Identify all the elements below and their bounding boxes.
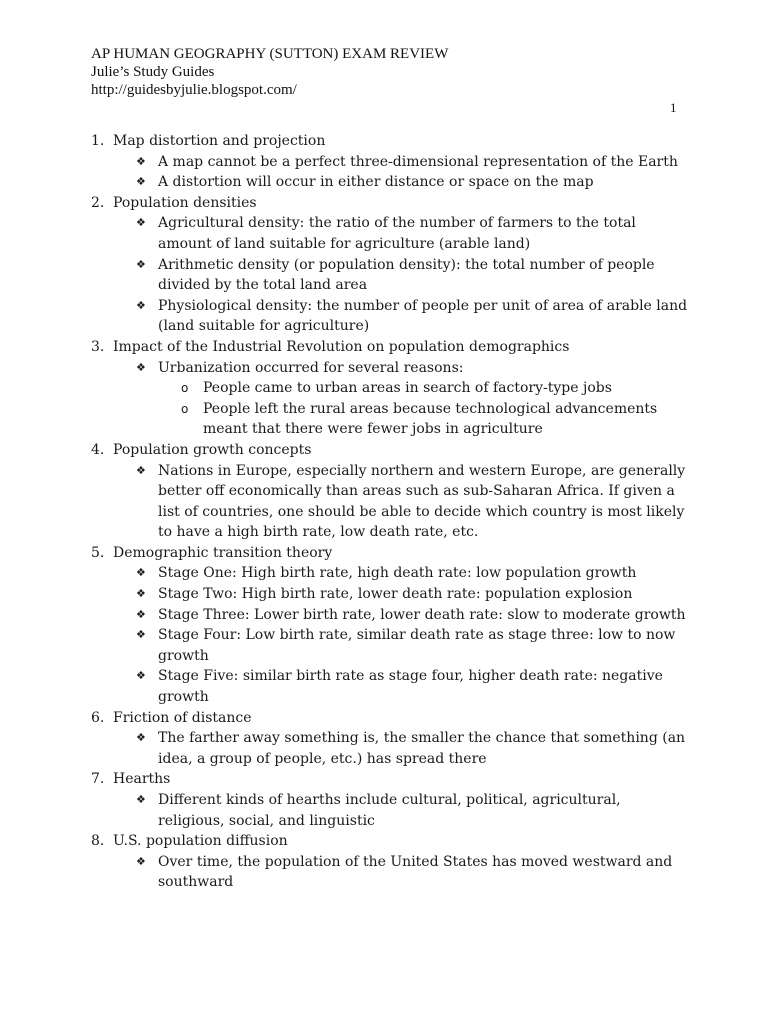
sub-bullet-text: People left the rural areas because technological advancements meant that there were fewer jobs in agriculture — [203, 400, 658, 438]
list-item-heading — [91, 131, 691, 152]
bullet-text: Stage Five: similar birth rate as stage four, higher death rate: negative growth — [158, 668, 663, 706]
list-item — [91, 193, 691, 337]
bullet-point — [136, 358, 691, 379]
bullet-point — [136, 852, 691, 893]
bullet-point — [136, 255, 691, 296]
bullet-text: Nations in Europe, especially northern and western Europe, are generally better off economically than areas such as sub-Saharan Africa. If given a list of countries, one should be able to decide which country is most likely to have a high birth rate, low death rate, etc. — [158, 462, 686, 541]
bullet-text: Urbanization occurred for several reasons: — [158, 359, 464, 376]
bullet-text: Over time, the population of the United States has moved westward and southward — [158, 853, 673, 891]
item-title: Hearths — [113, 771, 171, 788]
bullet-text: Stage Four: Low birth rate, similar death rate as stage three: low to now growth — [158, 627, 676, 664]
diamond-bullet-icon: ❖ — [136, 463, 146, 477]
item-title: Impact of the Industrial Revolution on population demographics — [113, 338, 570, 355]
list-item — [91, 769, 691, 831]
bullet-text: Stage One: High birth rate, high death rate: low population growth — [158, 565, 637, 582]
bullet-point — [136, 296, 691, 337]
blog-url: http://guidesbyjulie.blogspot.com/ — [91, 82, 297, 98]
diamond-bullet-icon: ❖ — [136, 566, 146, 580]
bullet-point — [136, 728, 691, 769]
circle-bullet-icon: o — [181, 381, 189, 396]
page-number: 1 — [670, 100, 677, 115]
list-item — [91, 337, 691, 440]
list-item — [91, 543, 691, 708]
list-item — [91, 440, 691, 543]
diamond-bullet-icon: ❖ — [136, 731, 146, 745]
item-number: 4. — [91, 441, 105, 458]
item-number: 5. — [91, 544, 105, 561]
item-title: Demographic transition theory — [113, 544, 333, 561]
diamond-bullet-icon: ❖ — [136, 216, 146, 230]
item-title: Population densities — [113, 194, 257, 211]
diamond-bullet-icon: ❖ — [136, 360, 146, 374]
item-number: 7. — [91, 771, 105, 788]
bullet-text: Different kinds of hearths include cultural, political, agricultural, religious, social, and linguistic — [158, 792, 621, 829]
diamond-bullet-icon: ❖ — [136, 607, 146, 621]
document-subtitle: Julie’s Study Guides — [91, 64, 215, 80]
bullet-text: The farther away something is, the smaller the chance that something (an idea, a group of people, etc.) has spread there — [158, 730, 686, 767]
bullet-text: Stage Two: High birth rate, lower death rate: population explosion — [158, 586, 633, 603]
sub-bullet-point — [181, 378, 691, 399]
item-title: U.S. population diffusion — [113, 833, 288, 850]
diamond-bullet-icon: ❖ — [136, 628, 146, 642]
diamond-bullet-icon: ❖ — [136, 793, 146, 806]
bullet-point — [136, 213, 691, 254]
bullet-text: Agricultural density: the ratio of the number of farmers to the total amount of land suitable for agriculture (arable land) — [158, 215, 636, 252]
list-item-heading — [91, 831, 691, 852]
sub-bullet-text: People came to urban areas in search of factory-type jobs — [203, 380, 612, 397]
bullet-text: A map cannot be a perfect three-dimensional representation of the Earth — [158, 153, 678, 170]
review-list — [91, 131, 691, 893]
bullet-text: Stage Three: Lower birth rate, lower death rate: slow to moderate growth — [158, 606, 686, 623]
diamond-bullet-icon: ❖ — [136, 154, 146, 168]
bullet-text: A distortion will occur in either distance or space on the map — [158, 174, 594, 191]
sub-bullet-point — [181, 399, 691, 440]
bullet-point — [136, 605, 691, 626]
bullet-text: Arithmetic density (or population density): the total number of people divided by the total land area — [158, 256, 655, 294]
list-item — [91, 131, 691, 193]
document-header — [91, 45, 651, 99]
list-item — [91, 831, 691, 893]
bullet-point — [136, 666, 691, 707]
item-number: 8. — [91, 833, 105, 850]
bullet-point — [136, 790, 691, 831]
diamond-bullet-icon: ❖ — [136, 587, 146, 601]
item-number: 3. — [91, 338, 105, 355]
circle-bullet-icon: o — [181, 401, 189, 416]
diamond-bullet-icon: ❖ — [136, 257, 146, 271]
diamond-bullet-icon: ❖ — [136, 175, 146, 189]
bullet-text: Physiological density: the number of people per unit of area of arable land (land suitable for agriculture) — [158, 297, 688, 335]
bullet-point — [136, 172, 691, 193]
item-number: 6. — [91, 709, 105, 726]
document-title: AP HUMAN GEOGRAPHY (SUTTON) EXAM REVIEW — [91, 46, 449, 62]
bullet-point — [136, 584, 691, 605]
item-title: Friction of distance — [113, 709, 252, 726]
bullet-point — [136, 152, 691, 173]
diamond-bullet-icon: ❖ — [136, 854, 146, 868]
list-item-heading — [91, 708, 691, 729]
bullet-point — [136, 563, 691, 584]
list-item-heading — [91, 193, 691, 214]
item-title: Map distortion and projection — [113, 133, 326, 149]
item-number: 2. — [91, 194, 105, 211]
diamond-bullet-icon: ❖ — [136, 298, 146, 312]
list-item — [91, 708, 691, 770]
bullet-point — [136, 625, 691, 666]
list-item-heading — [91, 440, 691, 461]
bullet-point — [136, 461, 691, 543]
list-item-heading — [91, 769, 691, 790]
list-item-heading — [91, 543, 691, 564]
item-title: Population growth concepts — [113, 441, 312, 458]
list-item-heading — [91, 337, 691, 358]
diamond-bullet-icon: ❖ — [136, 669, 146, 683]
item-number: 1. — [91, 133, 105, 149]
